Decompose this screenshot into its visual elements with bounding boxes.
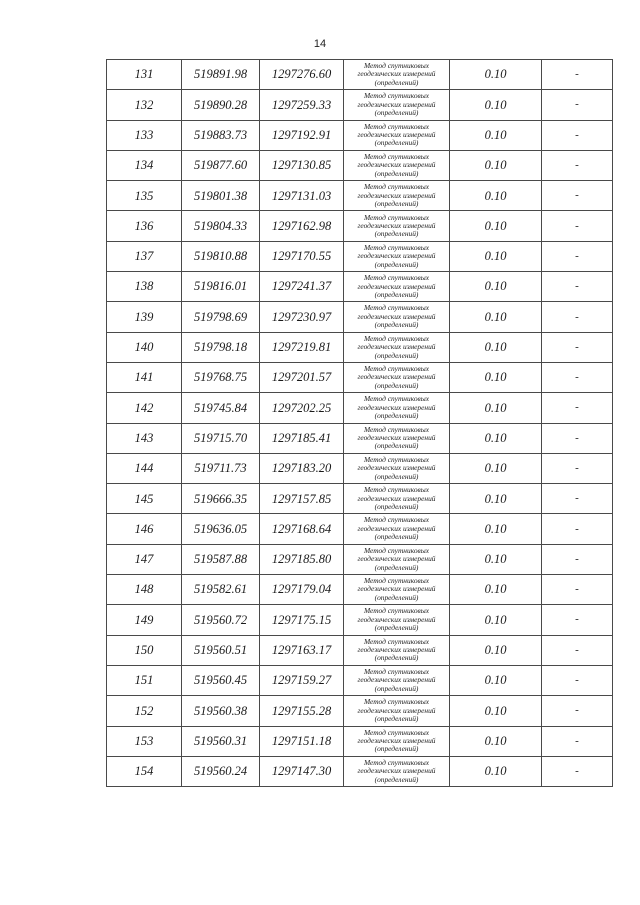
- coordinate-x-cell: 519560.45: [182, 665, 260, 695]
- method-text-line: геодезических измерений: [357, 251, 436, 261]
- point-number-cell: 147: [107, 544, 182, 574]
- method-text-line: Метод спутниковых: [363, 151, 430, 161]
- method-text-line: (определений): [374, 380, 419, 390]
- method-text-line: (определений): [374, 653, 419, 663]
- method-text-line: (определений): [374, 289, 419, 299]
- point-number-cell: 142: [107, 393, 182, 423]
- coordinate-x-cell: 519883.73: [182, 120, 260, 150]
- coordinate-x-cell: 519587.88: [182, 544, 260, 574]
- accuracy-cell: 0.10: [450, 726, 542, 756]
- coordinate-x-cell: 519560.51: [182, 635, 260, 665]
- coordinate-y-cell: 1297179.04: [260, 575, 344, 605]
- note-cell: -: [542, 211, 613, 241]
- method-cell: [344, 453, 450, 483]
- method-text-line: геодезических измерений: [357, 463, 436, 473]
- accuracy-cell: 0.10: [450, 453, 542, 483]
- table-row: [107, 484, 613, 514]
- point-number-cell: 144: [107, 453, 182, 483]
- method-text-line: (определений): [374, 138, 419, 148]
- method-text-line: Метод спутниковых: [363, 121, 430, 131]
- note-cell: -: [542, 484, 613, 514]
- coordinate-x-cell: 519801.38: [182, 181, 260, 211]
- coordinate-x-cell: 519560.31: [182, 726, 260, 756]
- method-text-line: геодезических измерений: [357, 69, 436, 79]
- point-number-cell: 131: [107, 60, 182, 90]
- table-row: [107, 665, 613, 695]
- accuracy-cell: 0.10: [450, 665, 542, 695]
- method-cell: [344, 211, 450, 241]
- note-cell: -: [542, 605, 613, 635]
- note-cell: -: [542, 514, 613, 544]
- accuracy-cell: 0.10: [450, 302, 542, 332]
- table-row: [107, 726, 613, 756]
- method-text-line: геодезических измерений: [357, 675, 436, 685]
- method-cell: [344, 635, 450, 665]
- method-text-line: (определений): [374, 774, 419, 784]
- method-cell: [344, 696, 450, 726]
- coordinate-y-cell: 1297157.85: [260, 484, 344, 514]
- method-text-line: Метод спутниковых: [363, 212, 430, 222]
- method-cell: [344, 575, 450, 605]
- method-text-line: (определений): [374, 502, 419, 511]
- point-number-cell: 133: [107, 120, 182, 150]
- accuracy-cell: 0.10: [450, 756, 542, 786]
- note-cell: -: [542, 181, 613, 211]
- accuracy-cell: 0.10: [450, 514, 542, 544]
- note-cell: -: [542, 393, 613, 423]
- coordinate-x-cell: 519560.24: [182, 756, 260, 786]
- method-text-line: геодезических измерений: [357, 402, 436, 412]
- method-text-line: (определений): [374, 532, 419, 542]
- method-cell: [344, 726, 450, 756]
- method-text-line: геодезических измерений: [357, 99, 436, 109]
- note-cell: -: [542, 272, 613, 302]
- method-text-line: геодезических измерений: [357, 372, 436, 382]
- note-cell: -: [542, 423, 613, 453]
- coordinate-y-cell: 1297201.57: [260, 362, 344, 392]
- table-row: [107, 756, 613, 786]
- table-row: [107, 635, 613, 665]
- method-text-line: (определений): [374, 77, 419, 87]
- table-row: [107, 60, 613, 90]
- coordinates-table-body: [107, 60, 613, 787]
- method-text-line: (определений): [374, 229, 419, 239]
- coordinate-x-cell: 519877.60: [182, 150, 260, 180]
- accuracy-cell: 0.10: [450, 241, 542, 271]
- table-row: [107, 544, 613, 574]
- note-cell: -: [542, 332, 613, 362]
- table-row: [107, 120, 613, 150]
- table-row: [107, 211, 613, 241]
- accuracy-cell: 0.10: [450, 211, 542, 241]
- coordinate-x-cell: 519582.61: [182, 575, 260, 605]
- method-cell: [344, 756, 450, 786]
- method-text-line: (определений): [374, 592, 419, 602]
- method-text-line: геодезических измерений: [357, 160, 436, 170]
- method-text-line: Метод спутниковых: [363, 757, 430, 767]
- accuracy-cell: 0.10: [450, 423, 542, 453]
- method-cell: [344, 393, 450, 423]
- table-row: [107, 90, 613, 120]
- method-text-line: (определений): [374, 350, 419, 360]
- table-row: [107, 362, 613, 392]
- method-text-line: геодезических измерений: [357, 493, 436, 503]
- method-text-line: геодезических измерений: [357, 614, 436, 624]
- point-number-cell: 153: [107, 726, 182, 756]
- table-row: [107, 181, 613, 211]
- method-text-line: Метод спутниковых: [363, 697, 430, 707]
- coordinate-y-cell: 1297159.27: [260, 665, 344, 695]
- note-cell: -: [542, 756, 613, 786]
- coordinate-y-cell: 1297202.25: [260, 393, 344, 423]
- table-row: [107, 453, 613, 483]
- method-text-line: (определений): [374, 714, 419, 724]
- method-text-line: геодезических измерений: [357, 311, 436, 321]
- coordinates-table: [106, 59, 613, 787]
- coordinate-y-cell: 1297130.85: [260, 150, 344, 180]
- method-text-line: (определений): [374, 441, 419, 451]
- accuracy-cell: 0.10: [450, 120, 542, 150]
- method-cell: [344, 241, 450, 271]
- point-number-cell: 146: [107, 514, 182, 544]
- method-cell: [344, 605, 450, 635]
- coordinate-y-cell: 1297163.17: [260, 635, 344, 665]
- note-cell: -: [542, 696, 613, 726]
- method-text-line: (определений): [374, 168, 419, 178]
- page-number: 14: [313, 38, 327, 50]
- method-text-line: (определений): [374, 683, 419, 693]
- method-cell: [344, 332, 450, 362]
- method-text-line: геодезических измерений: [357, 735, 436, 745]
- note-cell: -: [542, 635, 613, 665]
- method-text-line: Метод спутниковых: [363, 576, 430, 586]
- accuracy-cell: 0.10: [450, 272, 542, 302]
- coordinate-y-cell: 1297219.81: [260, 332, 344, 362]
- coordinate-y-cell: 1297162.98: [260, 211, 344, 241]
- point-number-cell: 140: [107, 332, 182, 362]
- point-number-cell: 151: [107, 665, 182, 695]
- accuracy-cell: 0.10: [450, 635, 542, 665]
- method-text-line: Метод спутниковых: [363, 636, 430, 646]
- method-text-line: Метод спутниковых: [363, 394, 430, 404]
- method-cell: [344, 544, 450, 574]
- method-text-line: (определений): [374, 471, 419, 481]
- coordinate-y-cell: 1297230.97: [260, 302, 344, 332]
- method-text-line: геодезических измерений: [357, 433, 436, 442]
- coordinate-x-cell: 519890.28: [182, 90, 260, 120]
- method-text-line: Метод спутниковых: [363, 485, 430, 495]
- note-cell: -: [542, 60, 613, 90]
- coordinate-y-cell: 1297168.64: [260, 514, 344, 544]
- accuracy-cell: 0.10: [450, 605, 542, 635]
- method-text-line: Метод спутниковых: [363, 606, 430, 616]
- point-number-cell: 138: [107, 272, 182, 302]
- note-cell: -: [542, 362, 613, 392]
- accuracy-cell: 0.10: [450, 575, 542, 605]
- method-text-line: геодезических измерений: [357, 705, 436, 715]
- coordinate-x-cell: 519798.18: [182, 332, 260, 362]
- method-cell: [344, 120, 450, 150]
- method-text-line: Метод спутниковых: [363, 515, 430, 525]
- point-number-cell: 136: [107, 211, 182, 241]
- accuracy-cell: 0.10: [450, 332, 542, 362]
- accuracy-cell: 0.10: [450, 696, 542, 726]
- accuracy-cell: 0.10: [450, 90, 542, 120]
- coordinate-x-cell: 519816.01: [182, 272, 260, 302]
- accuracy-cell: 0.10: [450, 362, 542, 392]
- coordinate-x-cell: 519560.38: [182, 696, 260, 726]
- note-cell: -: [542, 726, 613, 756]
- method-text-line: геодезических измерений: [357, 130, 436, 140]
- note-cell: -: [542, 575, 613, 605]
- method-text-line: Метод спутниковых: [363, 727, 430, 737]
- coordinate-y-cell: 1297185.41: [260, 423, 344, 453]
- point-number-cell: 154: [107, 756, 182, 786]
- point-number-cell: 141: [107, 362, 182, 392]
- accuracy-cell: 0.10: [450, 393, 542, 423]
- coordinate-y-cell: 1297241.37: [260, 272, 344, 302]
- coordinate-y-cell: 1297151.18: [260, 726, 344, 756]
- note-cell: -: [542, 302, 613, 332]
- coordinate-y-cell: 1297185.80: [260, 544, 344, 574]
- point-number-cell: 132: [107, 90, 182, 120]
- method-text-line: геодезических измерений: [357, 342, 436, 352]
- method-cell: [344, 181, 450, 211]
- method-text-line: (определений): [374, 411, 419, 421]
- point-number-cell: 134: [107, 150, 182, 180]
- method-text-line: (определений): [374, 259, 419, 269]
- method-text-line: геодезических измерений: [357, 766, 436, 776]
- method-text-line: Метод спутниковых: [363, 545, 430, 555]
- method-text-line: геодезических измерений: [357, 645, 436, 655]
- method-text-line: геодезических измерений: [357, 554, 436, 564]
- note-cell: -: [542, 120, 613, 150]
- coordinate-y-cell: 1297276.60: [260, 60, 344, 90]
- table-row: [107, 605, 613, 635]
- point-number-cell: 135: [107, 181, 182, 211]
- table-row: [107, 696, 613, 726]
- method-cell: [344, 665, 450, 695]
- accuracy-cell: 0.10: [450, 484, 542, 514]
- coordinate-x-cell: 519666.35: [182, 484, 260, 514]
- coordinate-x-cell: 519768.75: [182, 362, 260, 392]
- coordinate-x-cell: 519715.70: [182, 423, 260, 453]
- method-text-line: (определений): [374, 562, 419, 572]
- coordinate-y-cell: 1297192.91: [260, 120, 344, 150]
- method-text-line: Метод спутниковых: [363, 182, 430, 192]
- method-cell: [344, 484, 450, 514]
- method-cell: [344, 423, 450, 453]
- coordinate-y-cell: 1297155.28: [260, 696, 344, 726]
- point-number-cell: 148: [107, 575, 182, 605]
- accuracy-cell: 0.10: [450, 60, 542, 90]
- note-cell: -: [542, 241, 613, 271]
- accuracy-cell: 0.10: [450, 150, 542, 180]
- method-text-line: Метод спутниковых: [363, 91, 430, 101]
- note-cell: -: [542, 665, 613, 695]
- point-number-cell: 152: [107, 696, 182, 726]
- coordinate-x-cell: 519804.33: [182, 211, 260, 241]
- method-text-line: Метод спутниковых: [363, 666, 430, 676]
- table-row: [107, 272, 613, 302]
- point-number-cell: 139: [107, 302, 182, 332]
- method-cell: [344, 514, 450, 544]
- point-number-cell: 150: [107, 635, 182, 665]
- method-cell: [344, 150, 450, 180]
- method-text-line: (определений): [374, 320, 419, 330]
- method-cell: [344, 60, 450, 90]
- method-text-line: Метод спутниковых: [363, 61, 430, 71]
- method-text-line: Метод спутниковых: [363, 333, 430, 343]
- coordinate-y-cell: 1297131.03: [260, 181, 344, 211]
- table-row: [107, 514, 613, 544]
- table-row: [107, 150, 613, 180]
- method-text-line: геодезических измерений: [357, 281, 436, 291]
- method-text-line: геодезических измерений: [357, 584, 436, 594]
- coordinate-x-cell: 519798.69: [182, 302, 260, 332]
- accuracy-cell: 0.10: [450, 181, 542, 211]
- table-row: [107, 302, 613, 332]
- method-cell: [344, 90, 450, 120]
- table-row: [107, 332, 613, 362]
- method-text-line: геодезических измерений: [357, 220, 436, 230]
- method-text-line: Метод спутниковых: [363, 273, 430, 283]
- coordinate-x-cell: 519745.84: [182, 393, 260, 423]
- coordinate-y-cell: 1297175.15: [260, 605, 344, 635]
- coordinate-x-cell: 519810.88: [182, 241, 260, 271]
- method-text-line: (определений): [374, 108, 419, 118]
- coordinate-x-cell: 519636.05: [182, 514, 260, 544]
- method-cell: [344, 272, 450, 302]
- method-text-line: Метод спутниковых: [363, 303, 430, 313]
- method-text-line: Метод спутниковых: [363, 364, 430, 373]
- coordinate-x-cell: 519891.98: [182, 60, 260, 90]
- method-text-line: Метод спутниковых: [363, 454, 430, 464]
- note-cell: -: [542, 453, 613, 483]
- coordinate-y-cell: 1297170.55: [260, 241, 344, 271]
- method-text-line: геодезических измерений: [357, 190, 436, 200]
- point-number-cell: 137: [107, 241, 182, 271]
- method-text-line: геодезических измерений: [357, 523, 436, 533]
- table-row: [107, 575, 613, 605]
- point-number-cell: 149: [107, 605, 182, 635]
- table-row: [107, 241, 613, 271]
- coordinate-y-cell: 1297183.20: [260, 453, 344, 483]
- coordinate-y-cell: 1297147.30: [260, 756, 344, 786]
- method-cell: [344, 362, 450, 392]
- method-text-line: (определений): [374, 623, 419, 633]
- table-row: [107, 423, 613, 453]
- method-cell: [344, 302, 450, 332]
- table-row: [107, 393, 613, 423]
- method-text-line: Метод спутниковых: [363, 424, 430, 434]
- point-number-cell: 143: [107, 423, 182, 453]
- coordinate-x-cell: 519560.72: [182, 605, 260, 635]
- method-text-line: Метод спутниковых: [363, 242, 430, 252]
- coordinate-x-cell: 519711.73: [182, 453, 260, 483]
- note-cell: -: [542, 90, 613, 120]
- accuracy-cell: 0.10: [450, 544, 542, 574]
- method-text-line: (определений): [374, 744, 419, 754]
- point-number-cell: 145: [107, 484, 182, 514]
- method-text-line: (определений): [374, 199, 419, 209]
- note-cell: -: [542, 150, 613, 180]
- coordinate-y-cell: 1297259.33: [260, 90, 344, 120]
- note-cell: -: [542, 544, 613, 574]
